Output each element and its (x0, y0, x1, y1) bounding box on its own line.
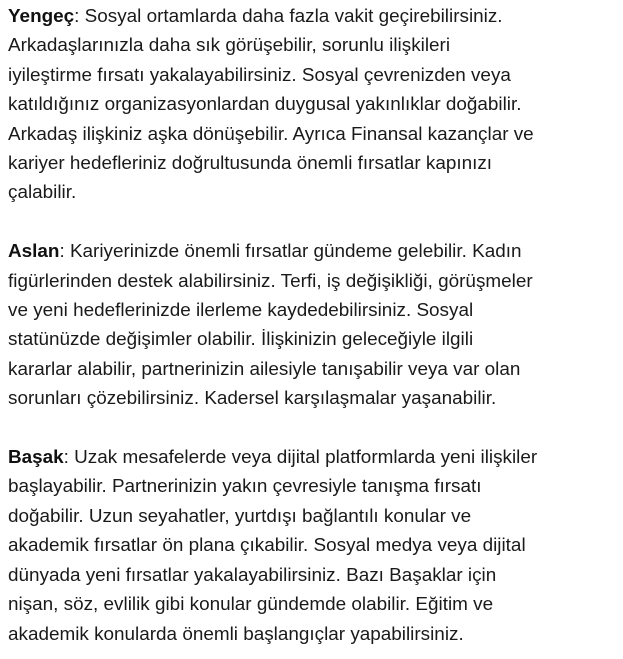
text-line: kararlar alabilir, partnerinizin ailesiyle tanışabilir veya var olan (8, 358, 521, 380)
sign-name: Başak (8, 447, 64, 469)
text-line (8, 2, 620, 31)
text-line: çalabilir. (8, 182, 77, 204)
text-line: dünyada yeni fırsatlar yakalayabilirsiniz. Bazı Başaklar için (8, 564, 497, 586)
text-line: akademik fırsatlar ön plana çıkabilir. Sosyal medya veya dijital (8, 535, 526, 557)
text-line: ve yeni hedeflerinizde ilerleme kaydedebilirsiniz. Sosyal (8, 300, 474, 322)
text-line: iyileştirme fırsatı yakalayabilirsiniz. Sosyal çevrenizden veya (8, 64, 511, 86)
text-line: statünüzde değişimler olabilir. İlişkinizin geleceğiyle ilgili (8, 329, 474, 351)
sign-name: Aslan (8, 241, 60, 263)
text-line: Arkadaş ilişkiniz aşka dönüşebilir. Ayrıca Finansal kazançlar ve (8, 123, 534, 145)
text-line: akademik konularda önemli başlangıçlar yapabilirsiniz. (8, 623, 464, 645)
section-yengec (8, 2, 620, 208)
text-line (8, 237, 620, 266)
text-line: başlayabilir. Partnerinizin yakın çevresiyle tanışma fırsatı (8, 476, 482, 498)
section-basak (8, 443, 620, 649)
sign-name: Yengeç (8, 6, 75, 27)
horoscope-document (8, 2, 620, 649)
text-line-content: : Sosyal ortamlarda daha fazla vakit geçirebilirsiniz. (74, 6, 503, 27)
text-line-content: : Kariyerinizde önemli fırsatlar gündeme gelebilir. Kadın (59, 241, 522, 263)
section-aslan (8, 237, 620, 413)
text-line: nişan, söz, evlilik gibi konular gündemde olabilir. Eğitim ve (8, 594, 494, 616)
text-line: doğabilir. Uzun seyahatler, yurtdışı bağlantılı konular ve (8, 505, 472, 527)
text-line: kariyer hedefleriniz doğrultusunda önemli fırsatlar kapınızı (8, 153, 493, 175)
text-line: sorunları çözebilirsiniz. Kadersel karşılaşmalar yaşanabilir. (8, 388, 497, 410)
text-line (8, 443, 620, 472)
text-line-content: : Uzak mesafelerde veya dijital platformlarda yeni ilişkiler (63, 447, 538, 469)
text-line: figürlerinden destek alabilirsiniz. Terfi, iş değişikliği, görüşmeler (8, 270, 533, 292)
text-line: katıldığınız organizasyonlardan duygusal yakınlıklar doğabilir. (8, 94, 522, 116)
text-line: Arkadaşlarınızla daha sık görüşebilir, sorunlu ilişkileri (8, 35, 451, 57)
